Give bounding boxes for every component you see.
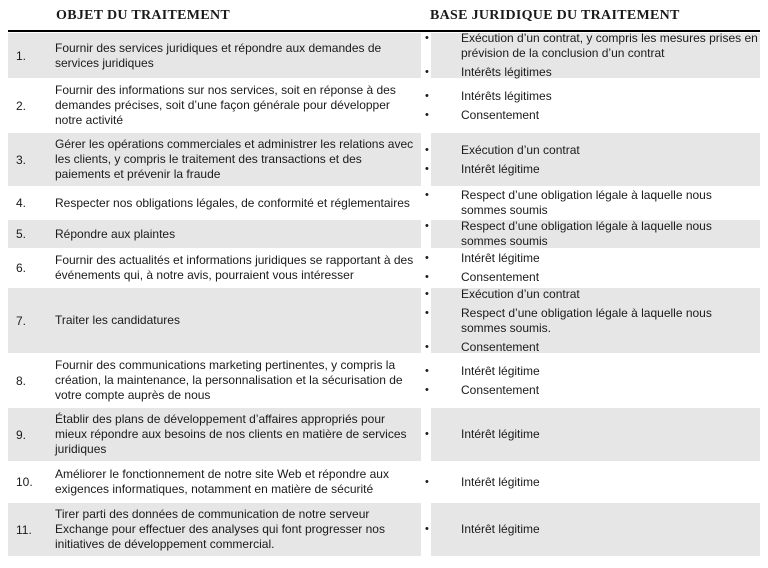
legal-basis-text: Consentement	[461, 270, 540, 284]
bullet-icon: •	[425, 306, 429, 319]
legal-basis-text: Intérêt légitime	[461, 363, 540, 378]
purpose-text: Traiter les candidatures	[55, 313, 180, 327]
table-row	[8, 503, 760, 556]
purpose-text: Améliorer le fonctionnement de notre site Web et répondre aux exigences informatiques, notamment en matière de sécurité	[55, 467, 389, 496]
bullet-icon: •	[425, 32, 429, 44]
legal-basis-text: Consentement	[461, 339, 540, 354]
purpose-cell	[55, 408, 420, 461]
legal-basis-text: Exécution d’un contrat	[461, 142, 580, 157]
table-row	[8, 187, 760, 219]
legal-basis-text: Respect d’une obligation légale à laquelle nous sommes soumis	[461, 188, 712, 217]
purpose-text: Gérer les opérations commerciales et administrer les relations avec les clients, y compris le traitement des transactions et des paiements et prévenir la fraude	[55, 137, 414, 181]
purpose-cell	[55, 220, 420, 248]
bullet-icon: •	[425, 523, 429, 535]
row-number: 1.	[16, 48, 27, 63]
purpose-cell	[55, 79, 420, 132]
column-header-base: BASE JURIDIQUE DU TRAITEMENT	[430, 8, 680, 23]
bullet-icon: •	[425, 475, 429, 488]
legal-basis-cell	[423, 133, 760, 186]
legal-basis-item	[423, 219, 760, 249]
legal-basis-item	[423, 89, 760, 104]
row-number: 8.	[16, 373, 27, 388]
purpose-cell	[55, 462, 420, 502]
legal-basis-item	[423, 364, 760, 379]
row-number: 3.	[16, 152, 27, 167]
legal-basis-text: Consentement	[461, 107, 540, 122]
legal-basis-item	[423, 340, 760, 355]
legal-basis-item	[423, 287, 760, 302]
purpose-cell	[55, 187, 420, 219]
legal-basis-cell	[423, 79, 760, 132]
legal-basis-item	[423, 270, 760, 285]
purpose-cell	[55, 288, 420, 353]
purpose-text: Tirer parti des données de communication de notre serveur Exchange pour effectuer des analyses qui font progresser nos initiatives de développement commercial.	[55, 507, 385, 551]
table-row	[8, 288, 760, 353]
legal-basis-item	[423, 306, 760, 336]
legal-basis-cell	[423, 187, 760, 219]
bullet-icon: •	[425, 340, 429, 353]
legal-basis-cell	[423, 288, 760, 353]
bullet-icon: •	[425, 89, 429, 102]
bullet-icon: •	[425, 220, 429, 232]
purpose-text: Fournir des informations sur nos services, soit en réponse à des demandes précises, soit d’une façon générale pour développer notre activité	[55, 83, 396, 127]
legal-basis-item	[423, 475, 760, 490]
purpose-text: Fournir des services juridiques et répondre aux demandes de services juridiques	[55, 40, 382, 70]
column-header-objet: OBJET DU TRAITEMENT	[56, 8, 231, 23]
purpose-cell	[55, 33, 420, 78]
purpose-cell	[55, 133, 420, 186]
bullet-icon: •	[425, 252, 429, 264]
table-row	[8, 220, 760, 248]
row-number: 10.	[16, 475, 33, 489]
legal-basis-item	[423, 251, 760, 266]
purpose-text: Respecter nos obligations légales, de conformité et réglementaires	[55, 195, 410, 210]
purpose-text: Fournir des communications marketing pertinentes, y compris la création, la maintenance, la personnalisation et la sécurisation de votre compte auprès de nous	[55, 358, 403, 402]
table-row	[8, 462, 760, 502]
legal-basis-item	[423, 522, 760, 537]
bullet-icon: •	[425, 287, 429, 300]
purpose-cell	[55, 249, 420, 287]
legal-basis-text: Exécution d’un contrat, y compris les mesures prises en prévision de la conclusion d’un contrat	[461, 31, 758, 60]
legal-basis-cell	[423, 408, 760, 461]
legal-basis-cell	[423, 503, 760, 556]
bullet-icon: •	[425, 383, 429, 396]
table-row	[8, 79, 760, 132]
bullet-icon: •	[425, 189, 429, 201]
legal-basis-cell	[423, 354, 760, 407]
legal-basis-text: Intérêts légitimes	[461, 88, 552, 103]
row-number: 4.	[16, 196, 27, 210]
legal-basis-item	[423, 31, 760, 61]
row-number: 5.	[16, 227, 27, 241]
table-row	[8, 33, 760, 78]
legal-basis-cell	[423, 33, 760, 78]
bullet-icon: •	[425, 162, 429, 175]
legal-basis-item	[423, 162, 760, 177]
legal-basis-item	[423, 143, 760, 158]
row-number: 7.	[16, 313, 27, 328]
purpose-cell	[55, 354, 420, 407]
bullet-icon: •	[425, 271, 429, 283]
bullet-icon: •	[425, 66, 429, 78]
bullet-icon: •	[425, 108, 429, 121]
legal-basis-item	[423, 65, 760, 80]
row-number: 11.	[16, 522, 32, 537]
table-row	[8, 408, 760, 461]
table-row	[8, 354, 760, 407]
legal-basis-text: Intérêt légitime	[461, 251, 540, 265]
legal-basis-item	[423, 188, 760, 218]
table-row	[8, 249, 760, 287]
legal-basis-cell	[423, 220, 760, 248]
legal-basis-text: Respect d’une obligation légale à laquelle nous sommes soumis.	[461, 305, 712, 335]
legal-basis-cell	[423, 249, 760, 287]
legal-basis-text: Respect d’une obligation légale à laquelle nous sommes soumis	[461, 219, 712, 248]
legal-basis-text: Exécution d’un contrat	[461, 286, 580, 301]
bullet-icon: •	[425, 428, 429, 440]
purpose-text: Établir des plans de développement d’affaires appropriés pour mieux répondre aux besoins de nos clients en matière de services juridiques	[55, 412, 407, 456]
legal-basis-text: Intérêt légitime	[461, 474, 540, 489]
legal-basis-text: Intérêt légitime	[461, 427, 540, 441]
legal-basis-cell	[423, 462, 760, 502]
legal-basis-text: Intérêts légitimes	[461, 65, 552, 79]
legal-basis-item	[423, 108, 760, 123]
legal-basis-item	[423, 427, 760, 442]
bullet-icon: •	[425, 364, 429, 377]
purpose-text: Fournir des actualités et informations juridiques se rapportant à des événements qui, à notre avis, pourraient vous intéresser	[55, 253, 414, 282]
legal-basis-text: Intérêt légitime	[461, 161, 540, 176]
row-number: 9.	[16, 427, 27, 442]
table-row	[8, 133, 760, 186]
purpose-text: Répondre aux plaintes	[55, 226, 176, 241]
row-number: 2.	[16, 98, 27, 113]
bullet-icon: •	[425, 143, 429, 156]
legal-basis-item	[423, 383, 760, 398]
row-number: 6.	[16, 261, 27, 275]
purpose-cell	[55, 503, 420, 556]
legal-basis-text: Intérêt légitime	[461, 522, 540, 536]
legal-basis-text: Consentement	[461, 382, 540, 397]
